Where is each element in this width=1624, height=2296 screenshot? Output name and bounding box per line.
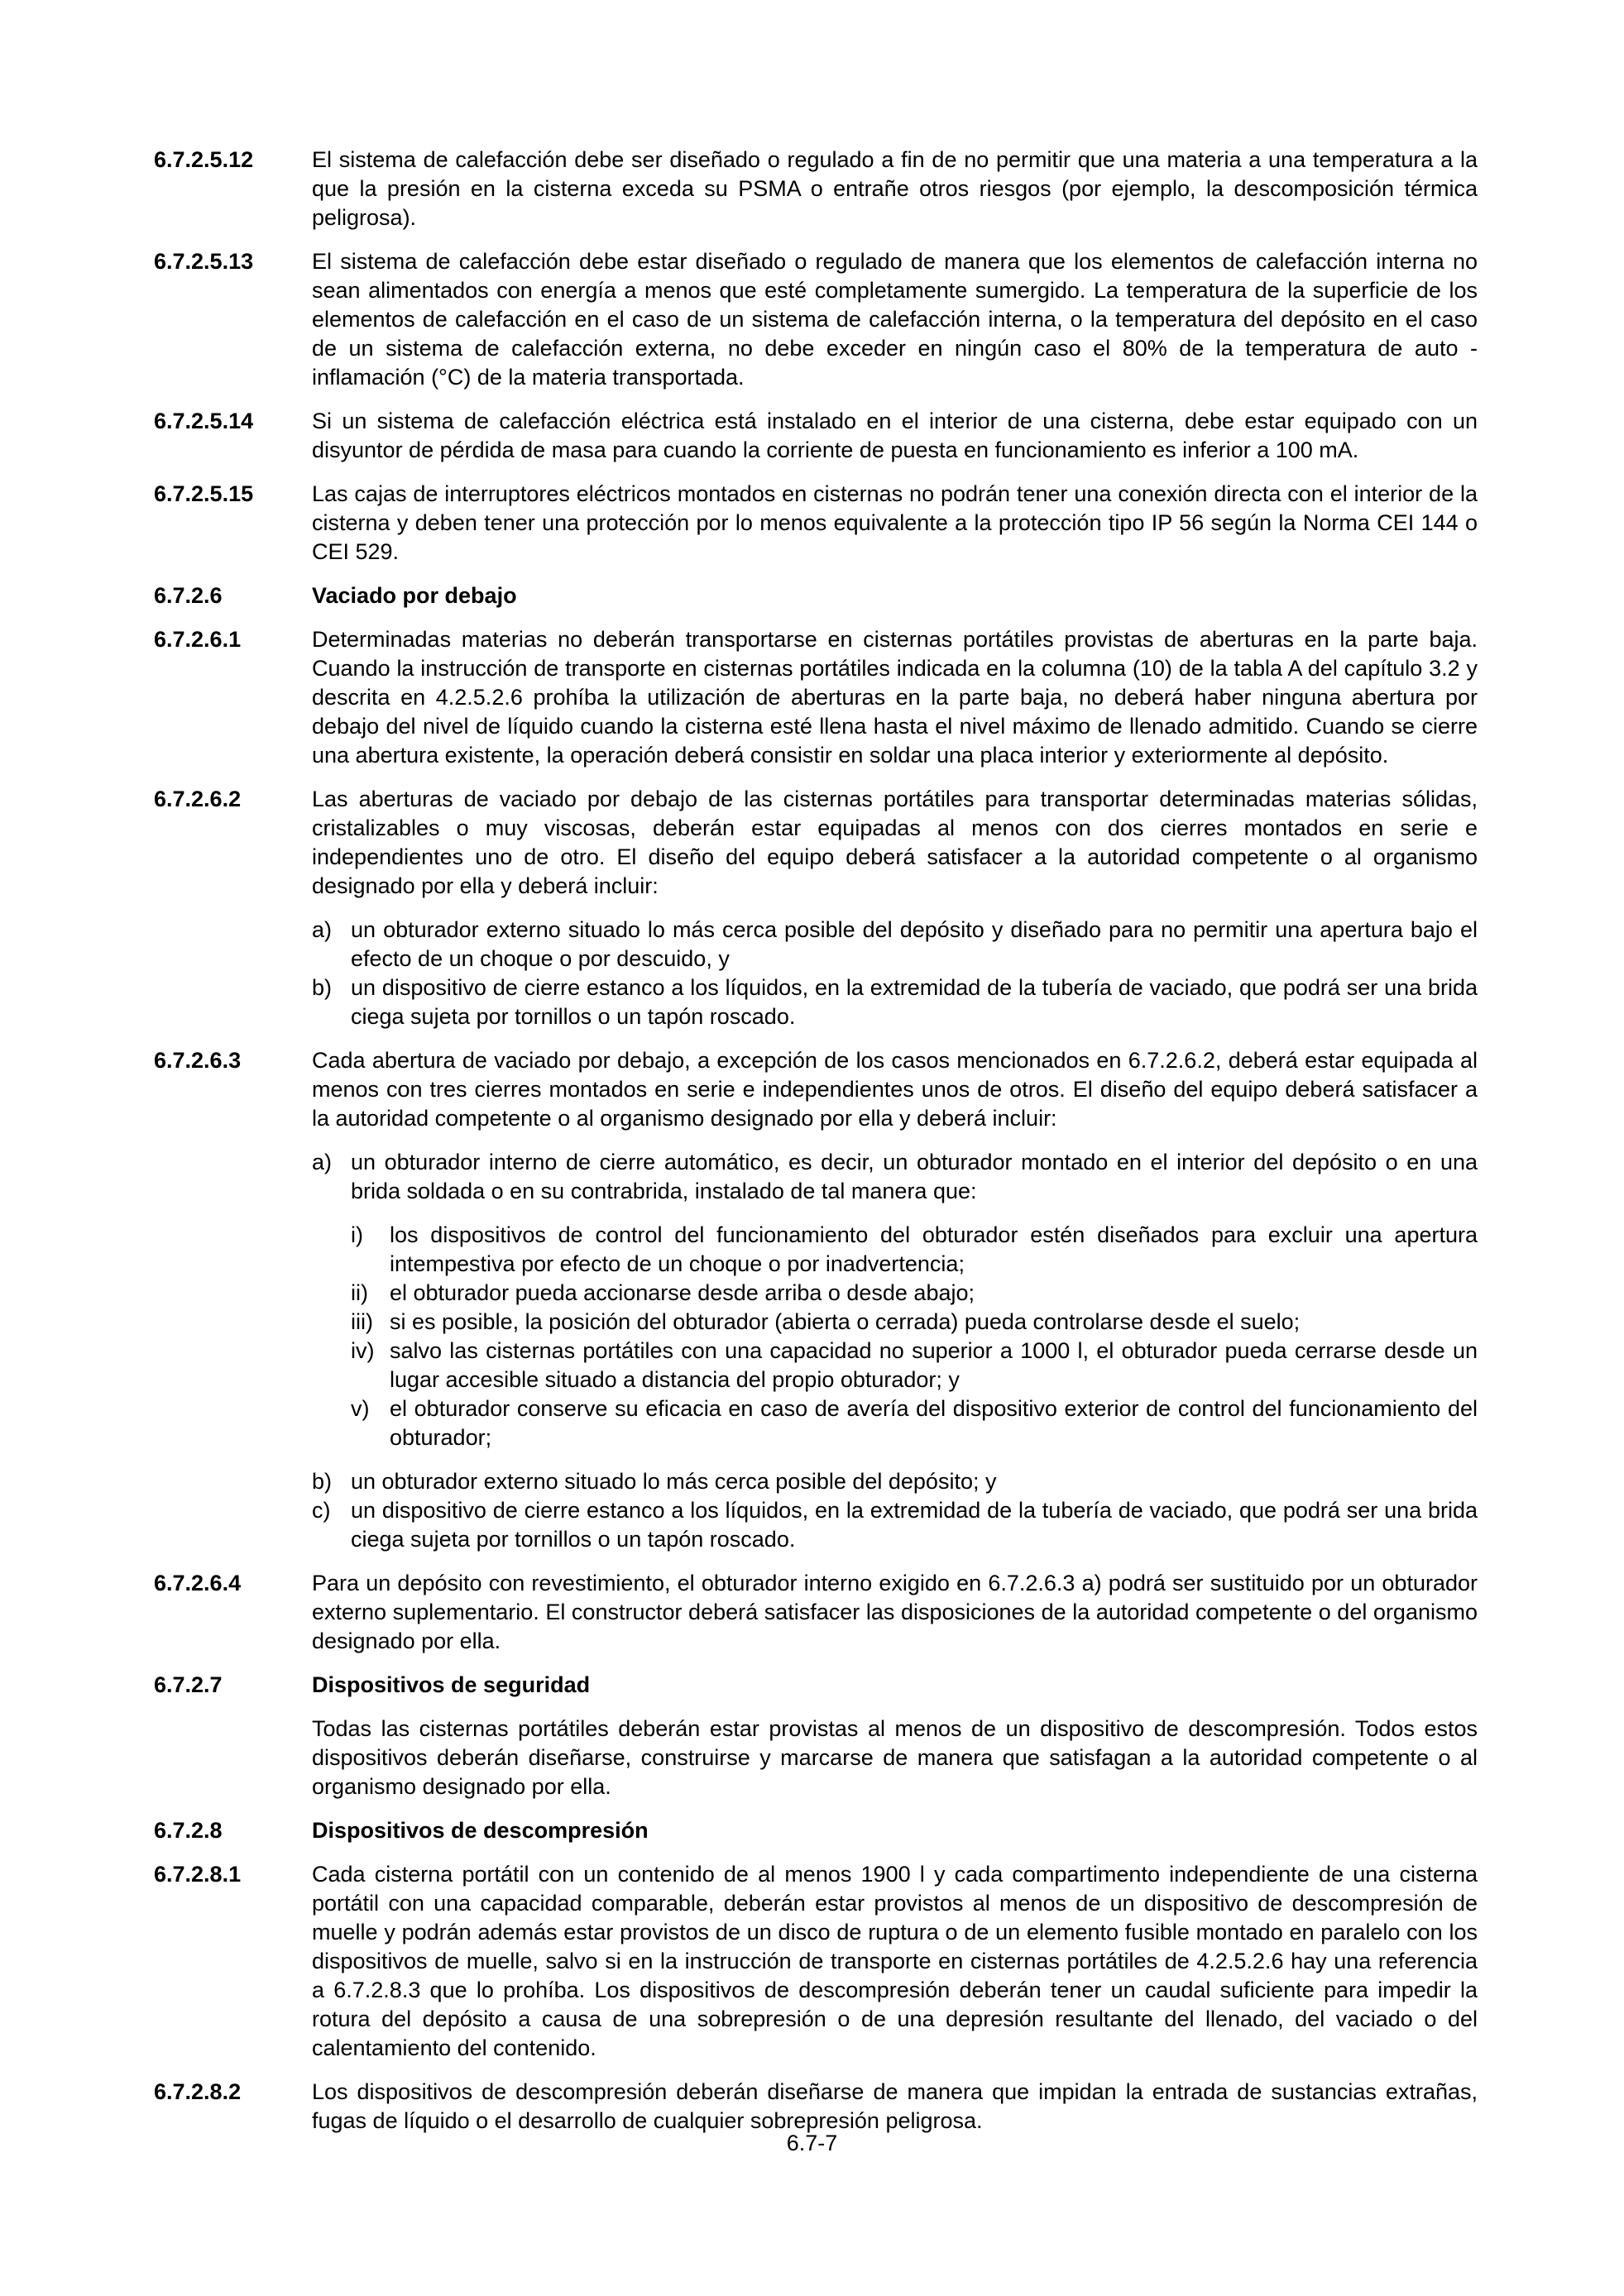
section-title: Dispositivos de descompresión [312, 1818, 649, 1843]
clause-6-7-2-6-4 [154, 1569, 1478, 1656]
clause-6-7-2-5-14 [154, 407, 1478, 465]
clause-6-7-2-5-13 [154, 247, 1478, 392]
sub-list [351, 1221, 1478, 1452]
clause-6-7-2-6-1 [154, 625, 1478, 770]
clause-number: 6.7.2.5.15 [154, 481, 254, 506]
list-item [312, 916, 1478, 973]
list-item [312, 973, 1478, 1031]
sub-list-item-label: ii) [351, 1280, 368, 1305]
clause-number: 6.7.2.6.3 [154, 1048, 242, 1073]
clause-number: 6.7.2.8.1 [154, 1862, 242, 1887]
list-item-label: a) [312, 1150, 333, 1174]
list-item-label: c) [312, 1498, 331, 1523]
clause-text: El sistema de calefacción debe ser diseñado o regulado a fin de no permitir que una materia a una temperatura a la que la presión en la cisterna exceda su PSMA o entrañe otros riesgos (por ejemplo, la descomposición térmica peligrosa). [312, 147, 1478, 230]
clause-6-7-2-8-2 [154, 2078, 1478, 2136]
sub-list-item [351, 1279, 1478, 1308]
clause-text: Para un depósito con revestimiento, el obturador interno exigido en 6.7.2.6.3 a) podrá ser sustituido por un obturador externo suplementario. El constructor deberá satisfacer las disposiciones de la autoridad competente o del organismo designado por ella. [312, 1571, 1478, 1653]
list-item [312, 1148, 1478, 1206]
clause-text: Cada cisterna portátil con un contenido de al menos 1900 l y cada compartimento independiente de una cisterna portátil con una capacidad comparable, deberán estar provistos al menos de un dispositivo de descompresión de muelle y podrán además estar provistos de un disco de ruptura o de un elemento fusible montado en paralelo con los dispositivos de muelle, salvo si en la instrucción de transporte en cisternas portátiles de 4.2.5.2.6 hay una referencia a 6.7.2.8.3 que lo prohíba. Los dispositivos de descompresión deberán tener un caudal suficiente para impedir la rotura del depósito a causa de una sobrepresión o de una depresión resultante del llenado, del vaciado o del calentamiento del contenido. [312, 1862, 1478, 2060]
list-item-label: b) [312, 975, 333, 1000]
list-item-text: un obturador interno de cierre automático, es decir, un obturador montado en el interior del depósito o en una brida soldada o en su contrabrida, instalado de tal manera que: [351, 1150, 1478, 1203]
sub-list-item-label: v) [351, 1396, 370, 1421]
section-title: Dispositivos de seguridad [312, 1672, 591, 1697]
clause-6-7-2-6-3 [154, 1046, 1478, 1133]
section-heading-6-7-2-6 [154, 581, 1478, 610]
list-item-text: un obturador externo situado lo más cerca posible del depósito; y [351, 1469, 997, 1494]
sub-list-item-text: el obturador pueda accionarse desde arriba o desde abajo; [390, 1280, 975, 1305]
list-item [312, 1496, 1478, 1554]
clause-number: 6.7.2.5.12 [154, 147, 254, 172]
sub-list-item-text: si es posible, la posición del obturador (abierta o cerrada) pueda controlarse desde el suelo; [390, 1309, 1301, 1334]
list-item-text: un obturador externo situado lo más cerca posible del depósito y diseñado para no permitir una apertura bajo el efecto de un choque o por descuido, y [351, 917, 1478, 971]
section-number: 6.7.2.8 [154, 1818, 223, 1843]
clause-6-7-2-6-2-list [312, 916, 1478, 1031]
clause-text: Las cajas de interruptores eléctricos montados en cisternas no podrán tener una conexión directa con el interior de la cisterna y deben tener una protección por lo menos equivalente a la protección tipo IP 56 según la Norma CEI 144 o CEI 529. [312, 481, 1478, 564]
clause-text: Los dispositivos de descompresión deberán diseñarse de manera que impidan la entrada de sustancias extrañas, fugas de líquido o el desarrollo de cualquier sobrepresión peligrosa. [312, 2079, 1478, 2133]
list-item-label: b) [312, 1469, 333, 1494]
sub-list-item-text: salvo las cisternas portátiles con una capacidad no superior a 1000 l, el obturador pueda cerrarse desde un lugar accesible situado a distancia del propio obturador; y [390, 1338, 1478, 1392]
section-intro-text: Todas las cisternas portátiles deberán estar provistas al menos de un dispositivo de descompresión. Todos estos dispositivos deberán diseñarse, construirse y marcarse de manera que satisfagan a la autoridad competente o al organismo designado por ella. [312, 1716, 1478, 1799]
section-heading-6-7-2-8 [154, 1816, 1478, 1845]
section-title: Vaciado por debajo [312, 583, 517, 608]
sub-list-item-text: los dispositivos de control del funcionamiento del obturador estén diseñados para excluir una apertura intempestiva por efecto de un choque o por inadvertencia; [390, 1222, 1478, 1276]
sub-list-item [351, 1221, 1478, 1279]
clause-number: 6.7.2.6.1 [154, 627, 242, 652]
sub-list-item [351, 1394, 1478, 1452]
clause-number: 6.7.2.6.2 [154, 787, 242, 811]
sub-list-item-label: iv) [351, 1338, 375, 1363]
clause-number: 6.7.2.5.13 [154, 249, 254, 274]
sub-list-item-label: i) [351, 1222, 363, 1247]
clause-text: Si un sistema de calefacción eléctrica está instalado en el interior de una cisterna, debe estar equipado con un disyuntor de pérdida de masa para cuando la corriente de puesta en funcionamiento es inferior a 100 mA. [312, 409, 1478, 462]
clause-text: El sistema de calefacción debe estar diseñado o regulado de manera que los elementos de calefacción interna no sean alimentados con energía a menos que esté completamente sumergido. La temperatura de la superficie de los elementos de calefacción en el caso de un sistema de calefacción interna, o la temperatura del depósito en el caso de un sistema de calefacción externa, no debe exceder en ningún caso el 80% de la temperatura de auto - inflamación (°C) de la materia transportada. [312, 249, 1478, 390]
list-item-label: a) [312, 917, 333, 942]
sub-list-item-text: el obturador conserve su eficacia en caso de avería del dispositivo exterior de control del funcionamiento del obturador; [390, 1396, 1478, 1450]
clause-6-7-2-5-15 [154, 480, 1478, 567]
clause-6-7-2-8-1 [154, 1860, 1478, 2063]
document-body [154, 146, 1478, 2136]
clause-number: 6.7.2.6.4 [154, 1571, 242, 1595]
clause-text: Las aberturas de vaciado por debajo de las cisternas portátiles para transportar determinadas materias sólidas, cristalizables o muy viscosas, deberán estar equipadas al menos con dos cierres montados en serie e independientes uno de otro. El diseño del equipo deberá satisfacer a la autoridad competente o al organismo designado por ella y deberá incluir: [312, 787, 1478, 898]
section-number: 6.7.2.6 [154, 583, 223, 608]
section-number: 6.7.2.7 [154, 1672, 223, 1697]
list-item-text: un dispositivo de cierre estanco a los líquidos, en la extremidad de la tubería de vaciado, que podrá ser una brida ciega sujeta por tornillos o un tapón roscado. [351, 1498, 1478, 1552]
sub-list-item-label: iii) [351, 1309, 373, 1334]
sub-list-item [351, 1337, 1478, 1394]
clause-text: Determinadas materias no deberán transportarse en cisternas portátiles provistas de aberturas en la parte baja. Cuando la instrucción de transporte en cisternas portátiles indicada en la columna (10) de la tabla A del capítulo 3.2 y descrita en 4.2.5.2.6 prohíba la utilización de aberturas en la parte baja, no deberá haber ninguna abertura por debajo del nivel de líquido cuando la cisterna esté llena hasta el nivel máximo de llenado admitido. Cuando se cierre una abertura existente, la operación deberá consistir en soldar una placa interior y exteriormente al depósito. [312, 627, 1478, 768]
section-heading-6-7-2-7 [154, 1671, 1478, 1700]
clause-6-7-2-6-3-list [312, 1148, 1478, 1554]
clause-text: Cada abertura de vaciado por debajo, a excepción de los casos mencionados en 6.7.2.6.2, deberá estar equipada al menos con tres cierres montados en serie e independientes unos de otros. El diseño del equipo deberá satisfacer a la autoridad competente o al organismo designado por ella y deberá incluir: [312, 1048, 1478, 1131]
clause-6-7-2-5-12 [154, 146, 1478, 232]
clause-number: 6.7.2.5.14 [154, 409, 254, 433]
list-item [312, 1467, 1478, 1496]
page-number: 6.7-7 [786, 2131, 838, 2155]
sub-list-item [351, 1308, 1478, 1337]
clause-number: 6.7.2.8.2 [154, 2079, 242, 2104]
clause-6-7-2-6-2 [154, 785, 1478, 901]
list-item-text: un dispositivo de cierre estanco a los líquidos, en la extremidad de la tubería de vaciado, que podrá ser una brida ciega sujeta por tornillos o un tapón roscado. [351, 975, 1478, 1029]
